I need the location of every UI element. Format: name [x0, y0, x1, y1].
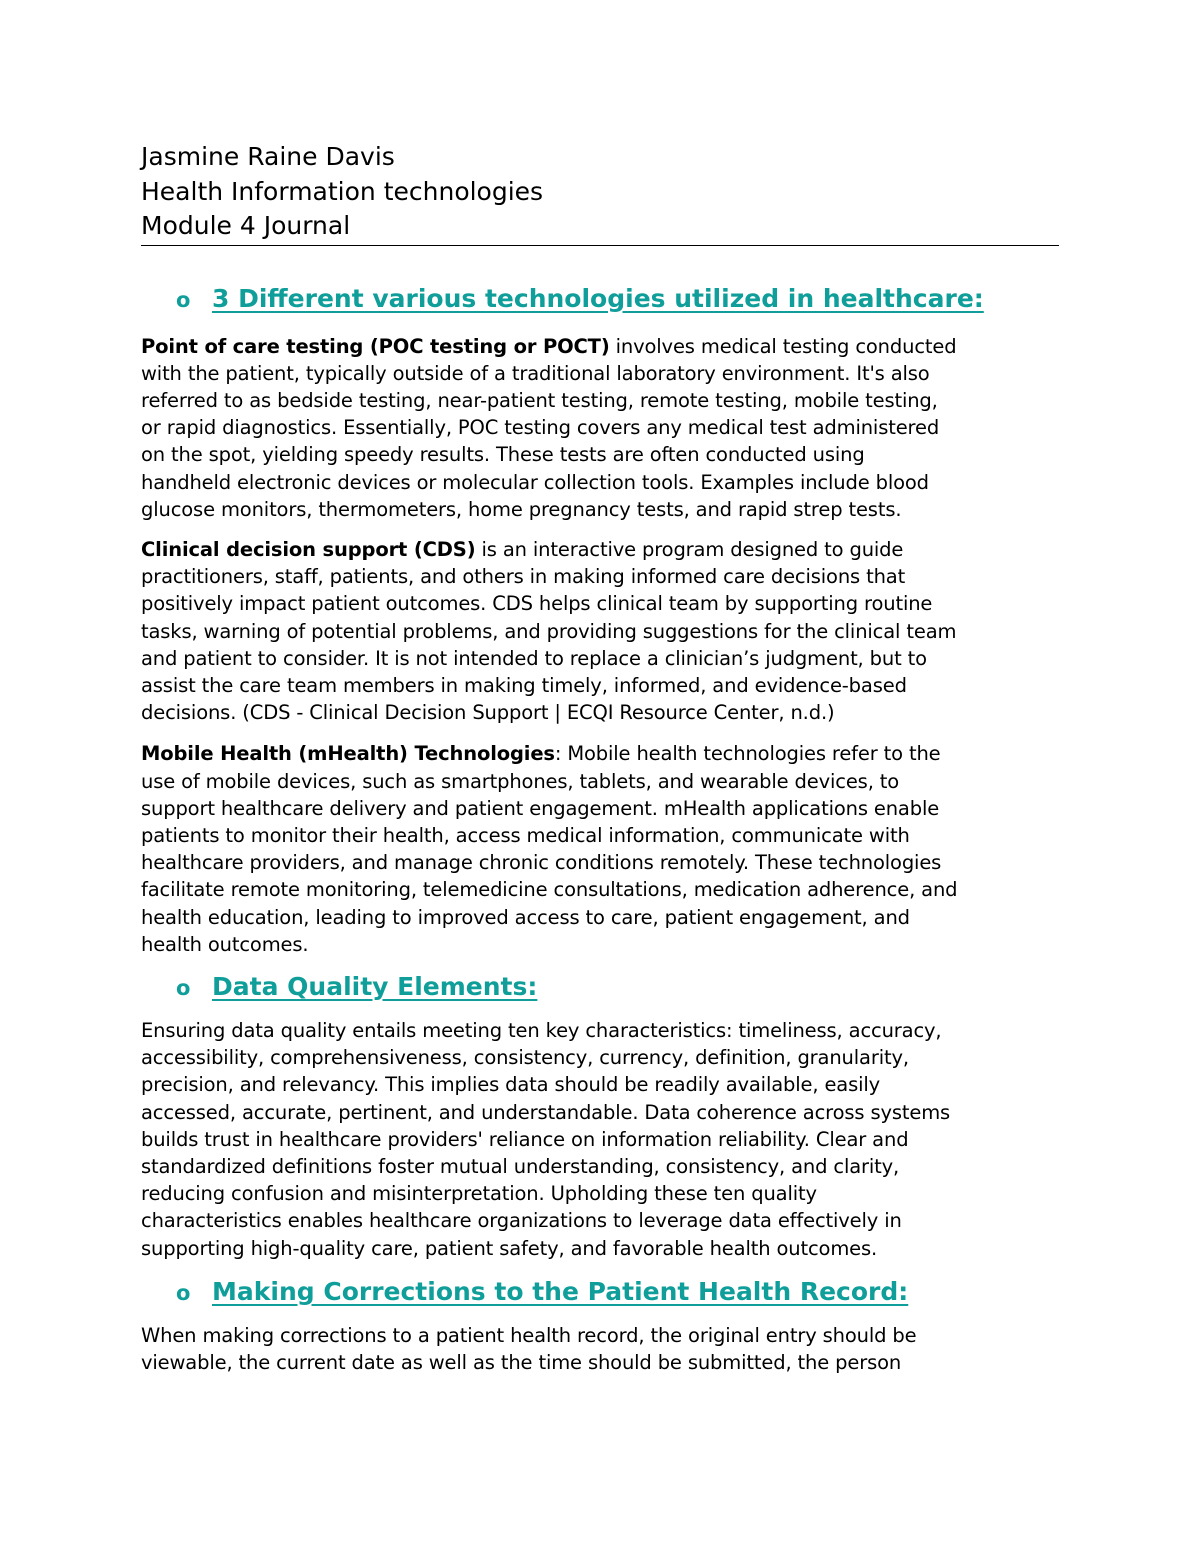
text-line: referred to as bedside testing, near-patient testing, remote testing, mobile testing,: [141, 388, 938, 412]
text-line: When making corrections to a patient health record, the original entry should be: [141, 1323, 917, 1347]
text-line: reducing confusion and misinterpretation. Upholding these ten quality: [141, 1182, 817, 1206]
text-line: tasks, warning of potential problems, and providing suggestions for the clinical team: [141, 619, 957, 643]
text-line: or rapid diagnostics. Essentially, POC testing covers any medical test administered: [141, 416, 940, 440]
text-line: accessibility, comprehensiveness, consistency, currency, definition, granularity,: [141, 1046, 909, 1070]
text-line: accessed, accurate, pertinent, and understandable. Data coherence across systems: [141, 1100, 951, 1124]
text-line: use of mobile devices, such as smartphones, tablets, and wearable devices, to: [141, 769, 900, 793]
text-line: Ensuring data quality entails meeting ten key characteristics: timeliness, accuracy,: [141, 1018, 942, 1042]
paragraph-data-quality: [141, 1017, 1059, 1262]
text-line: Point of care testing (POC testing or POCT) involves medical testing conducted: [141, 334, 957, 358]
text-line: builds trust in healthcare providers' reliance on information reliability. Clear and: [141, 1127, 909, 1151]
text-line: standardized definitions foster mutual understanding, consistency, and clarity,: [141, 1154, 900, 1178]
text-line: viewable, the current date as well as the time should be submitted, the person: [141, 1351, 902, 1374]
text-line: support healthcare delivery and patient engagement. mHealth applications enable: [141, 796, 940, 820]
text-line: handheld electronic devices or molecular collection tools. Examples include blood: [141, 470, 929, 494]
document-header: [141, 140, 1059, 246]
text-line: health outcomes.: [141, 932, 309, 956]
text-line: glucose monitors, thermometers, home pregnancy tests, and rapid strep tests.: [141, 497, 902, 521]
text-line: health education, leading to improved access to care, patient engagement, and: [141, 905, 910, 929]
text-line: Mobile Health (mHealth) Technologies: Mobile health technologies refer to the: [141, 742, 941, 766]
text-line: healthcare providers, and manage chronic conditions remotely. These technologies: [141, 851, 942, 875]
section-heading-data-quality: [141, 972, 1059, 1001]
hollow-bullet-icon: o: [176, 287, 191, 312]
assignment-title: Module 4 Journal: [141, 211, 351, 240]
term-bold: Point of care testing (POC testing or POCT): [141, 334, 610, 358]
text-line: with the patient, typically outside of a traditional laboratory environment. It's also: [141, 361, 930, 385]
text-line: positively impact patient outcomes. CDS helps clinical team by supporting routine: [141, 592, 933, 616]
text-line: characteristics enables healthcare organizations to leverage data effectively in: [141, 1209, 902, 1233]
section-heading-technologies: [141, 284, 1059, 313]
section-heading-corrections: [141, 1277, 1059, 1306]
text-line: patients to monitor their health, access medical information, communicate with: [141, 823, 910, 847]
text-line: decisions. (CDS - Clinical Decision Support | ECQI Resource Center, n.d.): [141, 701, 835, 725]
paragraph-mhealth: [141, 740, 1059, 958]
hollow-bullet-icon: o: [176, 1280, 191, 1305]
text-line: facilitate remote monitoring, telemedicine consultations, medication adherence, and: [141, 878, 958, 902]
text-line: practitioners, staff, patients, and others in making informed care decisions that: [141, 565, 906, 589]
text-line: supporting high-quality care, patient safety, and favorable health outcomes.: [141, 1236, 878, 1260]
term-bold: Mobile Health (mHealth) Technologies: [141, 742, 555, 766]
text-line: assist the care team members in making timely, informed, and evidence-based: [141, 673, 907, 697]
section-heading-text: 3 Different various technologies utilized in healthcare:: [212, 283, 984, 313]
paragraph-poc-testing: [141, 333, 1059, 523]
hollow-bullet-icon: o: [176, 975, 191, 1000]
text-line: precision, and relevancy. This implies data should be readily available, easily: [141, 1073, 881, 1097]
term-bold: Clinical decision support (CDS): [141, 537, 476, 561]
section-heading-text: Data Quality Elements:: [212, 971, 538, 1001]
text-line: Clinical decision support (CDS) is an interactive program designed to guide: [141, 537, 904, 561]
text-line: on the spot, yielding speedy results. These tests are often conducted using: [141, 443, 865, 467]
section-heading-text: Making Corrections to the Patient Health Record:: [212, 1276, 909, 1306]
paragraph-clinical-decision-support: [141, 536, 1059, 726]
course-title: Health Information technologies: [141, 176, 544, 206]
author-name: Jasmine Raine Davis: [141, 142, 395, 171]
text-line: and patient to consider. It is not intended to replace a clinician’s judgment, but to: [141, 646, 927, 670]
paragraph-corrections: [141, 1322, 1059, 1376]
document-page: [141, 140, 1059, 1376]
